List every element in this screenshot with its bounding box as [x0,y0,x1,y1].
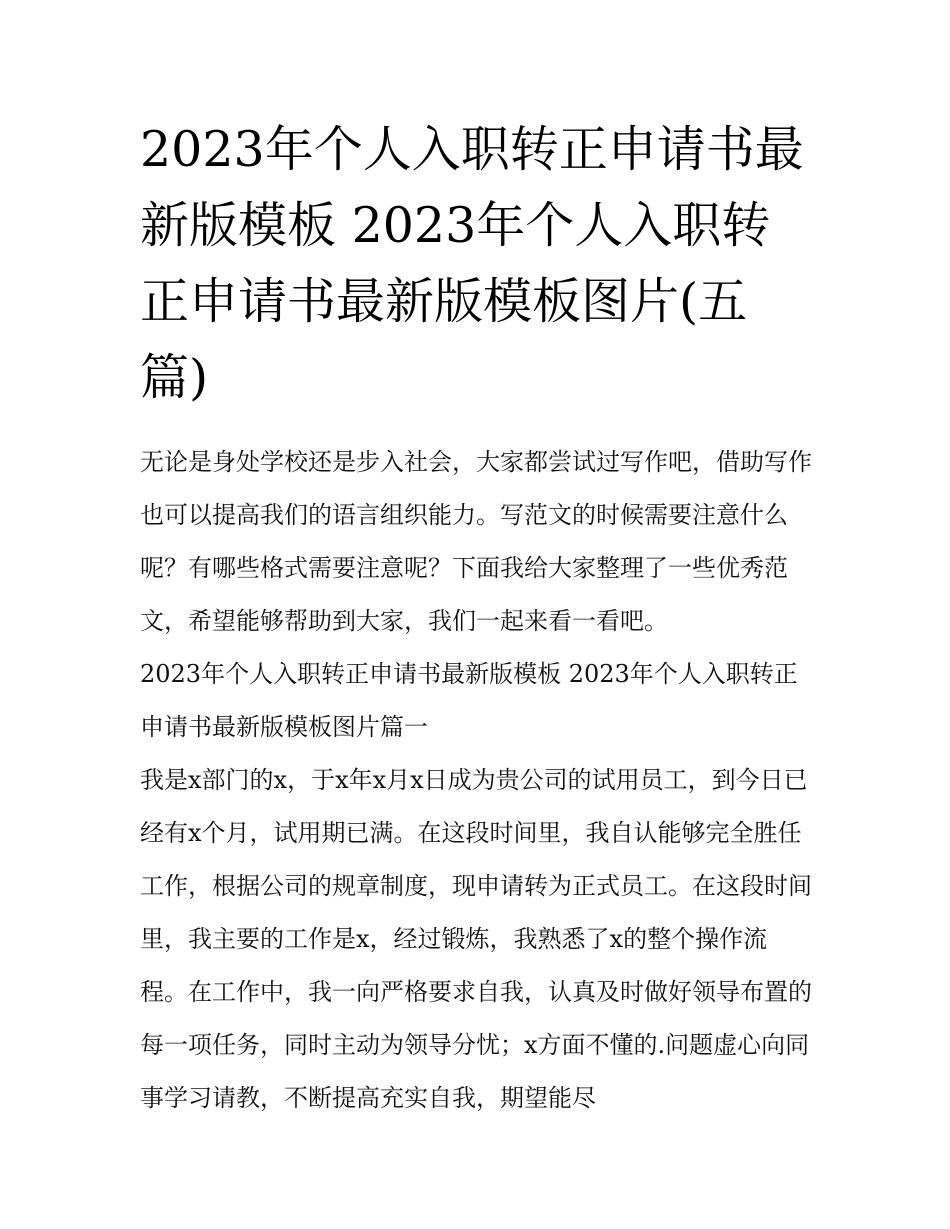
intro-paragraph: 无论是身处学校还是步入社会，大家都尝试过写作吧，借助写作也可以提高我们的语言组织能力。写范文的时候需要注意什么呢？有哪些格式需要注意呢？下面我给大家整理了一些优秀范文，希望能够帮助到大家，我们一起来看一看吧。 [140,448,812,635]
document-content [140,112,815,1125]
document-title: 2023年个人入职转正申请书最新版模板 2023年个人入职转正申请书最新版模板图片(五篇) [140,121,804,406]
body-paragraph: 我是x部门的x，于x年x月x日成为贵公司的试用员工，到今日已经有x个月，试用期已满。在这段时间里，我自认能够完全胜任工作，根据公司的规章制度，现申请转为正式员工。在这段时间里，我主要的工作是x，经过锻炼，我熟悉了x的整个操作流程。在工作中，我一向严格要求自我，认真及时做好领导布置的每一项任务，同时主动为领导分忧；x方面不懂的.问题虚心向同事学习请教，不断提高充实自我，期望能尽 [140,766,812,1112]
section-heading: 2023年个人入职转正申请书最新版模板 2023年个人入职转正申请书最新版模板图片篇一 [140,660,798,741]
document-body [140,436,815,1125]
